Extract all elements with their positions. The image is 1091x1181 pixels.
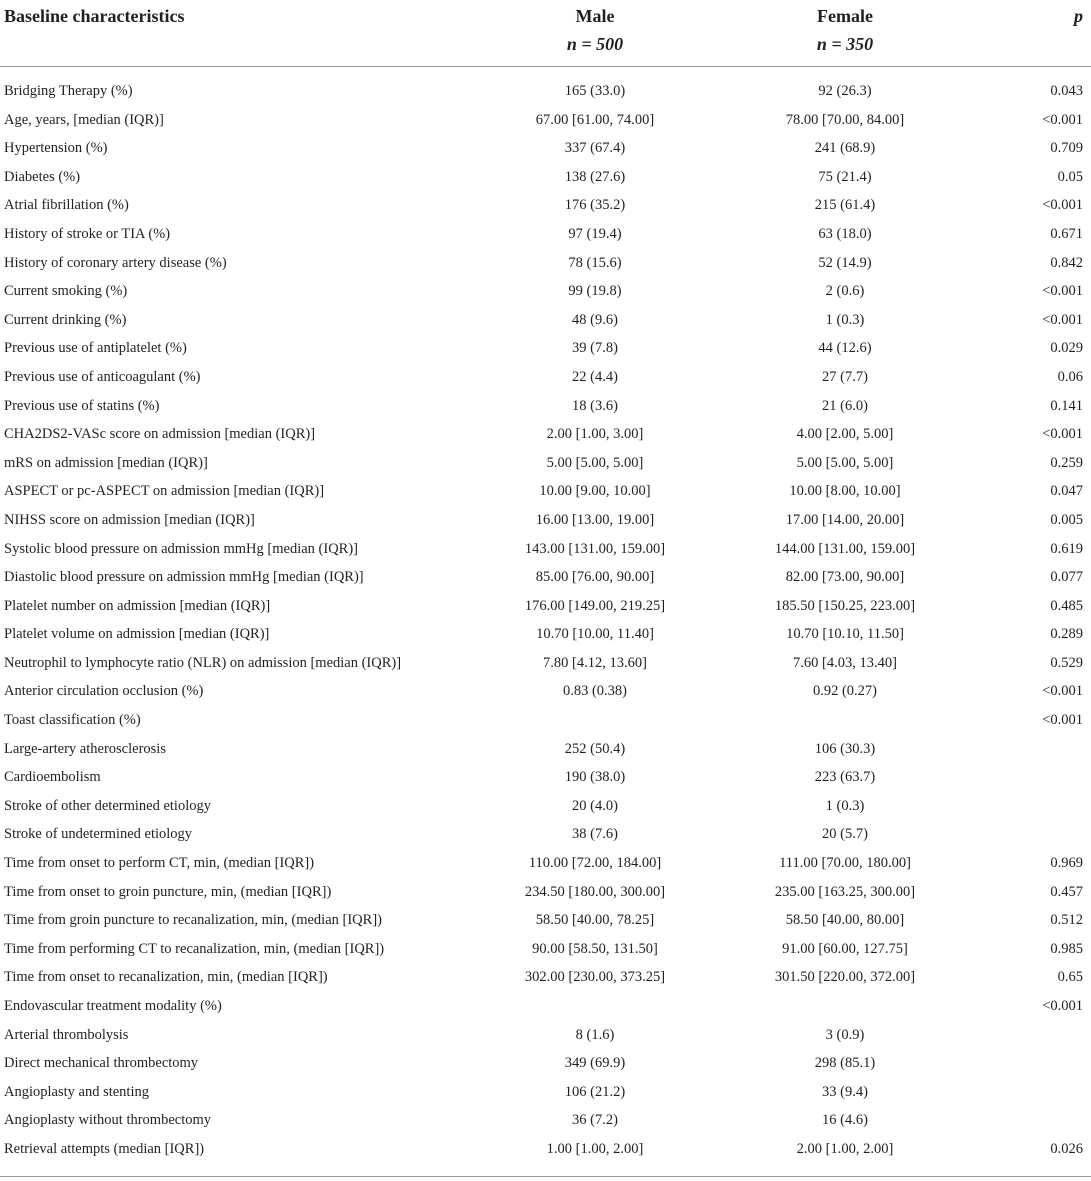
p-value: 0.141 bbox=[1050, 397, 1083, 414]
table-row bbox=[0, 420, 1091, 449]
female-value: 301.50 [220.00, 372.00] bbox=[774, 969, 916, 986]
row-label: Previous use of antiplatelet (%) bbox=[4, 340, 187, 357]
table-row bbox=[0, 1049, 1091, 1078]
table-row bbox=[0, 592, 1091, 621]
male-value: 20 (4.0) bbox=[572, 797, 618, 814]
p-value: <0.001 bbox=[1042, 426, 1083, 443]
female-value: 91.00 [60.00, 127.75] bbox=[782, 940, 908, 957]
row-label: Endovascular treatment modality (%) bbox=[4, 998, 222, 1014]
table-header bbox=[0, 0, 1091, 67]
table-row bbox=[0, 477, 1091, 506]
p-value: 0.709 bbox=[1050, 140, 1083, 157]
table-row bbox=[0, 163, 1091, 192]
female-value: 2.00 [1.00, 2.00] bbox=[796, 1140, 894, 1157]
p-value: 0.485 bbox=[1050, 597, 1083, 614]
table-row bbox=[0, 620, 1091, 649]
row-label: Direct mechanical thrombectomy bbox=[4, 1055, 199, 1072]
male-value: 78 (15.6) bbox=[568, 254, 622, 271]
male-value: 0.83 (0.38) bbox=[562, 683, 628, 700]
p-value: 0.043 bbox=[1050, 83, 1083, 99]
p-value: <0.001 bbox=[1042, 111, 1083, 128]
male-value: 302.00 [230.00, 373.25] bbox=[524, 969, 666, 986]
table-row bbox=[0, 1106, 1091, 1135]
table-row bbox=[0, 191, 1091, 220]
male-value: 176.00 [149.00, 219.25] bbox=[524, 597, 666, 614]
p-value: 0.671 bbox=[1050, 225, 1083, 242]
table-row bbox=[0, 563, 1091, 592]
table-row bbox=[0, 1021, 1091, 1050]
table-row bbox=[0, 706, 1091, 735]
male-value: 234.50 [180.00, 300.00] bbox=[524, 883, 666, 900]
female-value: 75 (21.4) bbox=[818, 168, 872, 185]
male-value: 337 (67.4) bbox=[564, 140, 626, 157]
header-male-title: Male bbox=[575, 6, 615, 26]
female-value: 0.92 (0.27) bbox=[812, 683, 878, 700]
male-value: 8 (1.6) bbox=[575, 1026, 615, 1043]
table-row bbox=[0, 449, 1091, 478]
p-value bbox=[970, 1106, 1091, 1135]
row-label: Diastolic blood pressure on admission mmHg [median (IQR)] bbox=[4, 569, 364, 586]
p-value: 0.985 bbox=[1050, 940, 1083, 957]
male-value: 106 (21.2) bbox=[564, 1083, 626, 1100]
male-value: 67.00 [61.00, 74.00] bbox=[535, 111, 655, 128]
female-value: 52 (14.9) bbox=[818, 254, 872, 271]
row-label: Angioplasty without thrombectomy bbox=[4, 1112, 212, 1129]
male-value bbox=[470, 706, 720, 735]
p-value: 0.619 bbox=[1050, 540, 1083, 557]
female-value: 20 (5.7) bbox=[822, 826, 868, 843]
p-value: 0.005 bbox=[1050, 511, 1083, 528]
male-value: 349 (69.9) bbox=[564, 1055, 626, 1072]
female-value: 44 (12.6) bbox=[818, 340, 872, 357]
male-value: 48 (9.6) bbox=[572, 311, 618, 328]
p-value: 0.969 bbox=[1050, 855, 1083, 872]
row-label: Time from groin puncture to recanalization, min, (median [IQR]) bbox=[4, 912, 382, 929]
female-value: 215 (61.4) bbox=[814, 197, 876, 214]
row-label: Toast classification (%) bbox=[4, 712, 141, 729]
row-label: Diabetes (%) bbox=[4, 168, 81, 185]
row-label: Previous use of statins (%) bbox=[4, 397, 160, 414]
p-value bbox=[970, 1021, 1091, 1050]
female-value: 5.00 [5.00, 5.00] bbox=[796, 454, 894, 471]
female-value: 1 (0.3) bbox=[825, 311, 865, 328]
p-value: 0.029 bbox=[1050, 340, 1083, 357]
male-value: 138 (27.6) bbox=[564, 168, 626, 185]
female-value: 144.00 [131.00, 159.00] bbox=[774, 540, 916, 557]
male-value: 7.80 [4.12, 13.60] bbox=[543, 654, 647, 671]
female-value: 111.00 [70.00, 180.00] bbox=[779, 855, 911, 872]
table-row bbox=[0, 277, 1091, 306]
header-female bbox=[720, 0, 970, 67]
row-label: Angioplasty and stenting bbox=[4, 1083, 149, 1100]
row-label: Time from performing CT to recanalization, min, (median [IQR]) bbox=[4, 940, 385, 957]
female-value: 21 (6.0) bbox=[822, 397, 868, 414]
row-label: Current smoking (%) bbox=[4, 283, 128, 300]
p-value bbox=[970, 763, 1091, 792]
row-label: Time from onset to groin puncture, min, (median [IQR]) bbox=[4, 883, 332, 900]
female-value: 185.50 [150.25, 223.00] bbox=[774, 597, 916, 614]
male-value: 99 (19.8) bbox=[568, 283, 622, 300]
row-label: Stroke of other determined etiology bbox=[4, 797, 211, 814]
p-value bbox=[970, 735, 1091, 764]
row-label: mRS on admission [median (IQR)] bbox=[4, 454, 208, 471]
row-label: Platelet number on admission [median (IQR)] bbox=[4, 597, 271, 614]
table-row bbox=[0, 763, 1091, 792]
female-value: 17.00 [14.00, 20.00] bbox=[785, 511, 905, 528]
table-row bbox=[0, 963, 1091, 992]
male-value: 165 (33.0) bbox=[564, 83, 626, 99]
male-value: 90.00 [58.50, 131.50] bbox=[532, 940, 658, 957]
table-row bbox=[0, 1078, 1091, 1107]
female-value: 106 (30.3) bbox=[814, 740, 876, 757]
female-value: 223 (63.7) bbox=[814, 769, 876, 786]
female-value: 241 (68.9) bbox=[814, 140, 876, 157]
header-female-title: Female bbox=[817, 6, 873, 26]
table-row bbox=[0, 820, 1091, 849]
female-value: 10.00 [8.00, 10.00] bbox=[789, 483, 901, 500]
table-row bbox=[0, 535, 1091, 564]
row-label: History of stroke or TIA (%) bbox=[4, 225, 171, 242]
male-value: 22 (4.4) bbox=[572, 368, 618, 385]
male-value: 97 (19.4) bbox=[568, 225, 622, 242]
table-row bbox=[0, 792, 1091, 821]
table-row bbox=[0, 935, 1091, 964]
male-value: 85.00 [76.00, 90.00] bbox=[535, 569, 655, 586]
p-value: <0.001 bbox=[1042, 683, 1083, 700]
table-row bbox=[0, 220, 1091, 249]
row-label: Systolic blood pressure on admission mmHg [median (IQR)] bbox=[4, 540, 358, 557]
female-value: 92 (26.3) bbox=[818, 83, 872, 99]
row-label: Cardioembolism bbox=[4, 769, 101, 786]
male-value: 39 (7.8) bbox=[572, 340, 618, 357]
p-value: 0.842 bbox=[1050, 254, 1083, 271]
header-male bbox=[470, 0, 720, 67]
female-value: 63 (18.0) bbox=[818, 225, 872, 242]
row-label: Hypertension (%) bbox=[4, 140, 108, 157]
male-value bbox=[470, 992, 720, 1021]
table-row bbox=[0, 649, 1091, 678]
male-value: 143.00 [131.00, 159.00] bbox=[524, 540, 666, 557]
row-label: Atrial fibrillation (%) bbox=[4, 197, 129, 214]
header-baseline-characteristics: Baseline characteristics bbox=[4, 6, 185, 26]
female-value: 3 (0.9) bbox=[825, 1026, 865, 1043]
table-row bbox=[0, 735, 1091, 764]
row-label: Stroke of undetermined etiology bbox=[4, 826, 193, 843]
female-value bbox=[720, 992, 970, 1021]
row-label: Current drinking (%) bbox=[4, 311, 127, 328]
header-female-n: n = 350 bbox=[816, 34, 874, 54]
p-value: 0.077 bbox=[1050, 569, 1083, 586]
p-value: 0.457 bbox=[1050, 883, 1083, 900]
male-value: 58.50 [40.00, 78.25] bbox=[535, 912, 655, 929]
female-value: 7.60 [4.03, 13.40] bbox=[793, 654, 897, 671]
table-row bbox=[0, 506, 1091, 535]
female-value: 27 (7.7) bbox=[822, 368, 868, 385]
table-row bbox=[0, 134, 1091, 163]
row-label: Previous use of anticoagulant (%) bbox=[4, 368, 201, 385]
female-value: 235.00 [163.25, 300.00] bbox=[774, 883, 916, 900]
male-value: 110.00 [72.00, 184.00] bbox=[528, 855, 662, 872]
table-row bbox=[0, 363, 1091, 392]
p-value: <0.001 bbox=[1042, 311, 1083, 328]
row-label: CHA2DS2-VASc score on admission [median (IQR)] bbox=[4, 426, 316, 443]
table-row bbox=[0, 878, 1091, 907]
female-value: 10.70 [10.10, 11.50] bbox=[786, 626, 904, 643]
male-value: 176 (35.2) bbox=[564, 197, 626, 214]
female-value: 78.00 [70.00, 84.00] bbox=[785, 111, 905, 128]
header-row bbox=[0, 0, 1091, 67]
row-label: Age, years, [median (IQR)] bbox=[4, 111, 164, 128]
row-label: Large-artery atherosclerosis bbox=[4, 740, 166, 757]
male-value: 36 (7.2) bbox=[572, 1112, 618, 1129]
p-value: <0.001 bbox=[1042, 197, 1083, 214]
row-label: Retrieval attempts (median [IQR]) bbox=[4, 1140, 205, 1157]
p-value bbox=[970, 1078, 1091, 1107]
female-value bbox=[720, 706, 970, 735]
row-label: Bridging Therapy (%) bbox=[4, 83, 133, 99]
table-row bbox=[0, 392, 1091, 421]
male-value: 5.00 [5.00, 5.00] bbox=[546, 454, 644, 471]
table-row bbox=[0, 306, 1091, 335]
p-value bbox=[970, 792, 1091, 821]
female-value: 33 (9.4) bbox=[822, 1083, 868, 1100]
p-value: 0.047 bbox=[1050, 483, 1083, 500]
row-label: Anterior circulation occlusion (%) bbox=[4, 683, 204, 700]
table-row bbox=[0, 249, 1091, 278]
table-body bbox=[0, 67, 1091, 1164]
table-row bbox=[0, 1135, 1091, 1164]
p-value: 0.06 bbox=[1057, 368, 1083, 385]
male-value: 18 (3.6) bbox=[572, 397, 618, 414]
row-label: Arterial thrombolysis bbox=[4, 1026, 129, 1043]
p-value bbox=[970, 820, 1091, 849]
row-label: Time from onset to recanalization, min, (median [IQR]) bbox=[4, 969, 328, 986]
female-value: 82.00 [73.00, 90.00] bbox=[785, 569, 905, 586]
female-value: 1 (0.3) bbox=[825, 797, 865, 814]
female-value: 4.00 [2.00, 5.00] bbox=[796, 426, 894, 443]
table-row bbox=[0, 334, 1091, 363]
row-label: History of coronary artery disease (%) bbox=[4, 254, 227, 271]
male-value: 16.00 [13.00, 19.00] bbox=[535, 511, 655, 528]
table-row bbox=[0, 67, 1091, 106]
female-value: 58.50 [40.00, 80.00] bbox=[785, 912, 905, 929]
p-value: 0.65 bbox=[1057, 969, 1083, 986]
male-value: 190 (38.0) bbox=[564, 769, 626, 786]
row-label: Platelet volume on admission [median (IQR)] bbox=[4, 626, 270, 643]
male-value: 1.00 [1.00, 2.00] bbox=[546, 1140, 644, 1157]
p-value: <0.001 bbox=[1042, 712, 1083, 729]
header-p-value: p bbox=[1074, 6, 1083, 26]
male-value: 252 (50.4) bbox=[564, 740, 626, 757]
table-row bbox=[0, 849, 1091, 878]
p-value: 0.512 bbox=[1050, 912, 1083, 929]
table-row bbox=[0, 677, 1091, 706]
p-value: 0.289 bbox=[1050, 626, 1083, 643]
p-value: 0.529 bbox=[1050, 654, 1083, 671]
p-value: 0.026 bbox=[1050, 1140, 1083, 1157]
table-row bbox=[0, 906, 1091, 935]
p-value: 0.05 bbox=[1057, 168, 1083, 185]
table-row bbox=[0, 106, 1091, 135]
p-value: 0.259 bbox=[1050, 454, 1083, 471]
row-label: Time from onset to perform CT, min, (median [IQR]) bbox=[4, 855, 315, 872]
female-value: 298 (85.1) bbox=[814, 1055, 876, 1072]
p-value: <0.001 bbox=[1042, 283, 1083, 300]
row-label: ASPECT or pc-ASPECT on admission [median (IQR)] bbox=[4, 483, 325, 500]
male-value: 38 (7.6) bbox=[572, 826, 618, 843]
row-label: NIHSS score on admission [median (IQR)] bbox=[4, 511, 255, 528]
male-value: 10.70 [10.00, 11.40] bbox=[536, 626, 654, 643]
table-row bbox=[0, 992, 1091, 1021]
female-value: 16 (4.6) bbox=[822, 1112, 868, 1129]
table-bottom-rule bbox=[0, 1176, 1091, 1177]
header-male-n: n = 500 bbox=[566, 34, 624, 54]
male-value: 10.00 [9.00, 10.00] bbox=[539, 483, 651, 500]
p-value bbox=[970, 1049, 1091, 1078]
row-label: Neutrophil to lymphocyte ratio (NLR) on admission [median (IQR)] bbox=[4, 654, 402, 671]
p-value: <0.001 bbox=[1042, 998, 1083, 1014]
male-value: 2.00 [1.00, 3.00] bbox=[546, 426, 644, 443]
female-value: 2 (0.6) bbox=[825, 283, 865, 300]
